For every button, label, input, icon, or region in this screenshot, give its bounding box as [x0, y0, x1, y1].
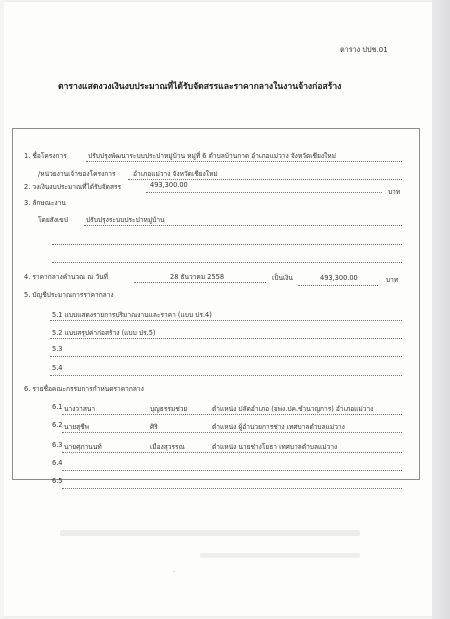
committee-2-surname: ศิริ — [150, 423, 158, 431]
source-item-3: 5.3 — [52, 345, 63, 353]
form-code: ตาราง ปปช.01 — [340, 45, 388, 54]
source-item-1: 5.1 แบบแสดงรายการปริมาณงานและราคา (แบบ ปร.4) — [52, 311, 212, 319]
committee-2-no: 6.2 — [52, 421, 63, 429]
committee-3-no: 6.3 — [52, 441, 63, 449]
committee-3-position: ตำแหน่ง นายช่างโยธา เทศบาลตำบลแม่วาง — [212, 443, 338, 451]
budget-value: 493,300.00 — [150, 181, 188, 189]
committee-dotted-line-3 — [62, 452, 402, 453]
committee-1-no: 6.1 — [52, 403, 63, 411]
committee-3-name: นายศุภานนท์ — [64, 443, 102, 451]
median-amount-dotted-line — [298, 285, 378, 286]
project-dotted-line — [86, 161, 402, 162]
agency-label: /หน่วยงานเจ้าของโครงการ — [38, 170, 116, 178]
source-dotted-line-4 — [50, 375, 402, 376]
agency-dotted-line — [128, 179, 402, 180]
sources-label: 5. บัญชีประมาณการราคากลาง — [24, 291, 114, 299]
committee-dotted-line-1 — [62, 414, 402, 415]
committee-5-no: 6.5 — [52, 477, 63, 485]
budget-unit: บาท — [388, 188, 401, 196]
committee-2-name: นายสุชีพ — [64, 423, 89, 431]
median-date-dotted-line — [134, 282, 266, 283]
page-edge-shadow — [432, 0, 450, 619]
source-dotted-line-3 — [50, 356, 402, 357]
committee-dotted-line-2 — [62, 432, 402, 433]
source-dotted-line-2 — [50, 338, 402, 339]
median-label: 4. ราคากลางคำนวณ ณ วันที่ — [24, 273, 109, 281]
document-title: ตารางแสดงวงเงินงบประมาณที่ได้รับจัดสรรและราคากลางในงานจ้างก่อสร้าง — [58, 82, 342, 92]
project-label: 1. ชื่อโครงการ — [24, 152, 67, 160]
scan-speck: · — [173, 569, 175, 576]
summary-label: โดยสังเขป — [38, 216, 68, 224]
committee-1-name: นางวาสนา — [64, 405, 96, 413]
committee-3-surname: เมืองสุวรรณ — [150, 443, 185, 451]
committee-dotted-line-5 — [62, 488, 402, 489]
source-item-4: 5.4 — [52, 364, 63, 372]
summary-dotted-line-2 — [52, 244, 402, 245]
budget-dotted-line — [146, 192, 382, 193]
median-date: 28 ธันวาคม 2558 — [170, 273, 225, 281]
scan-bleed-through — [60, 530, 360, 536]
committee-1-position: ตำแหน่ง ปลัดอำเภอ (จพง.ปค.ชำนาญการ) อำเภอแม่วาง — [212, 405, 374, 413]
median-amount: 493,300.00 — [320, 274, 358, 282]
committee-1-surname: บุญธรรมช่วย — [150, 405, 188, 413]
committee-dotted-line-4 — [62, 470, 402, 471]
scan-bleed-through-2 — [200, 553, 360, 558]
project-value: ปรับปรุงพัฒนาระบบประปาหมู่บ้าน หมู่ที่ 6 ตำบลบ้านกาด อำเภอแม่วาง จังหวัดเชียงใหม่ — [88, 152, 336, 160]
summary-dotted-line-1 — [84, 225, 402, 226]
summary-value: ปรับปรุงระบบประปาหมู่บ้าน — [86, 216, 165, 224]
source-item-2: 5.2 แบบสรุปค่าก่อสร้าง (แบบ ปร.5) — [52, 329, 156, 337]
median-unit: บาท — [386, 276, 399, 284]
committee-2-position: ตำแหน่ง ผู้อำนวยการช่าง เทศบาลตำบลแม่วาง — [212, 423, 345, 431]
committee-label: 6. รายชื่อคณะกรรมการกำหนดราคากลาง — [24, 385, 144, 393]
work-nature-label: 3. ลักษณะงาน — [24, 199, 66, 207]
budget-label: 2. วงเงินงบประมาณที่ได้รับจัดสรร — [24, 183, 122, 191]
committee-4-no: 6.4 — [52, 459, 63, 467]
agency-value: อำเภอแม่วาง จังหวัดเชียงใหม่ — [133, 170, 218, 178]
median-amount-label: เป็นเงิน — [272, 274, 293, 282]
source-dotted-line-1 — [50, 320, 402, 321]
summary-dotted-line-3 — [52, 262, 402, 263]
